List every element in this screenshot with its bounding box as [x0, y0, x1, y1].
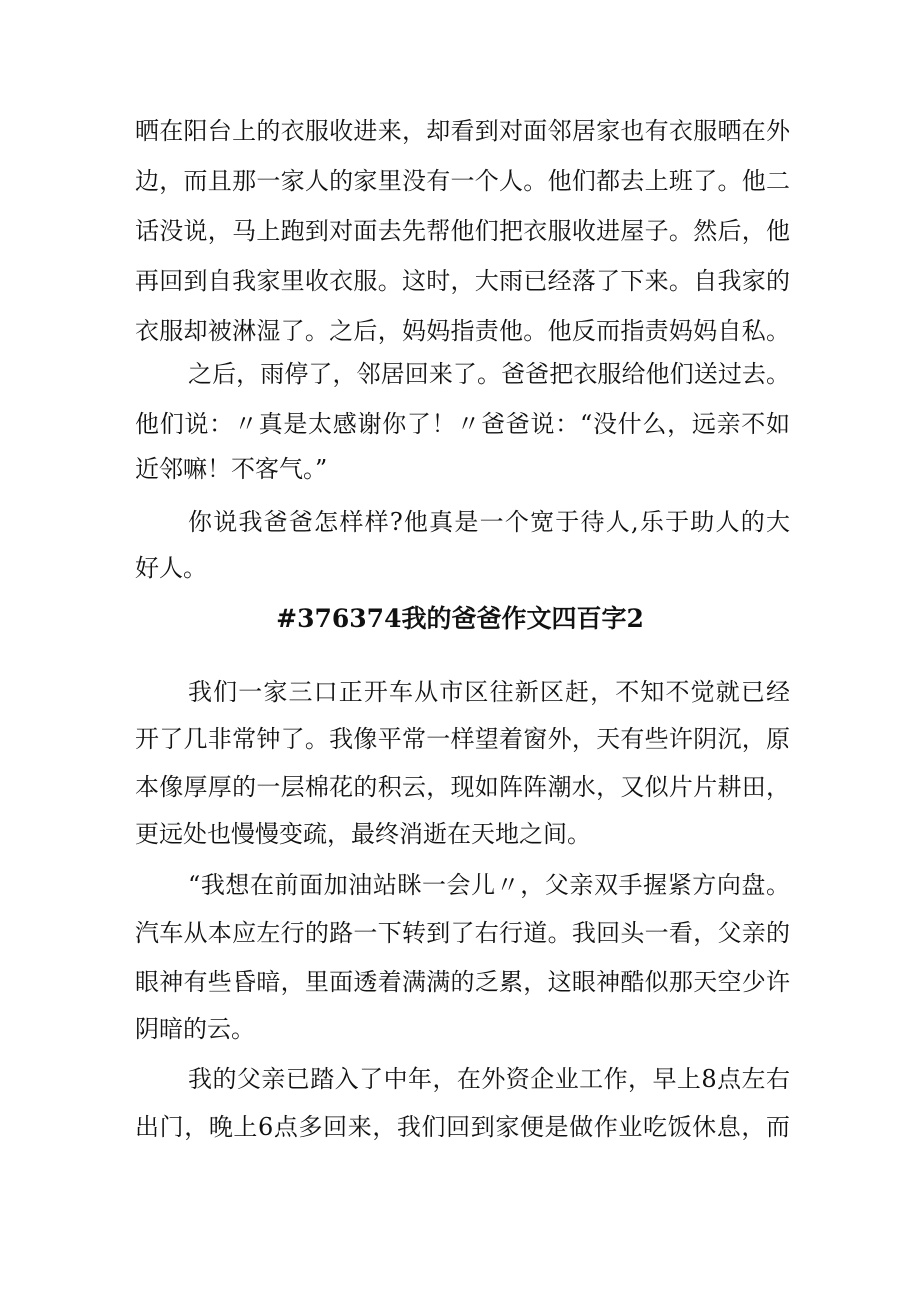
- paragraph-line: 眼神有些昏暗，里面透着满满的乏累，这眼神酷似那天空少许: [135, 968, 790, 996]
- paragraph-line: 你说我爸爸怎样样?他真是一个宽于待人,乐于助人的大: [188, 508, 790, 536]
- paragraph-line: 边，而且那一家人的家里没有一个人。他们都去上班了。他二: [135, 167, 790, 195]
- paragraph-line: 他们说：〃真是太感谢你了！〃爸爸说：“没什么，远亲不如: [135, 410, 790, 438]
- paragraph-line: 更远处也慢慢变疏，最终消逝在天地之间。: [135, 820, 591, 848]
- paragraph-line: 好人。: [135, 554, 207, 582]
- paragraph-line: 再回到自我家里收衣服。这时，大雨已经落了下来。自我家的: [135, 267, 790, 295]
- paragraph-line: 出门，晚上6点多回来，我们回到家便是做作业吃饭休息，而: [135, 1113, 790, 1141]
- paragraph-line: 我们一家三口正开车从市区往新区赶，不知不觉就已经: [188, 678, 790, 706]
- section-heading: #376374我的爸爸作文四百字2: [276, 604, 644, 633]
- paragraph-line: 汽车从本应左行的路一下转到了右行道。我回头一看，父亲的: [135, 919, 790, 947]
- paragraph-line: 晒在阳台上的衣服收进来，却看到对面邻居家也有衣服晒在外: [135, 117, 790, 145]
- paragraph-line: 我的父亲已踏入了中年，在外资企业工作，早上8点左右: [188, 1065, 790, 1093]
- paragraph-line: “我想在前面加油站眯一会儿〃，父亲双手握紧方向盘。: [188, 871, 790, 899]
- paragraph-line: 本像厚厚的一层棉花的积云，现如阵阵潮水，又似片片耕田，: [135, 773, 790, 801]
- paragraph-line: 衣服却被淋湿了。之后，妈妈指责他。他反而指责妈妈自私。: [135, 317, 790, 345]
- paragraph-line: 阴暗的云。: [135, 1015, 255, 1043]
- paragraph-line: 之后，雨停了，邻居回来了。爸爸把衣服给他们送过去。: [188, 360, 790, 388]
- paragraph-line: 近邻嘛！不客气。”: [135, 455, 328, 483]
- paragraph-line: 开了几非常钟了。我像平常一样望着窗外，天有些许阴沉，原: [135, 725, 790, 753]
- paragraph-line: 话没说，马上跑到对面去先帮他们把衣服收进屋子。然后，他: [135, 217, 790, 245]
